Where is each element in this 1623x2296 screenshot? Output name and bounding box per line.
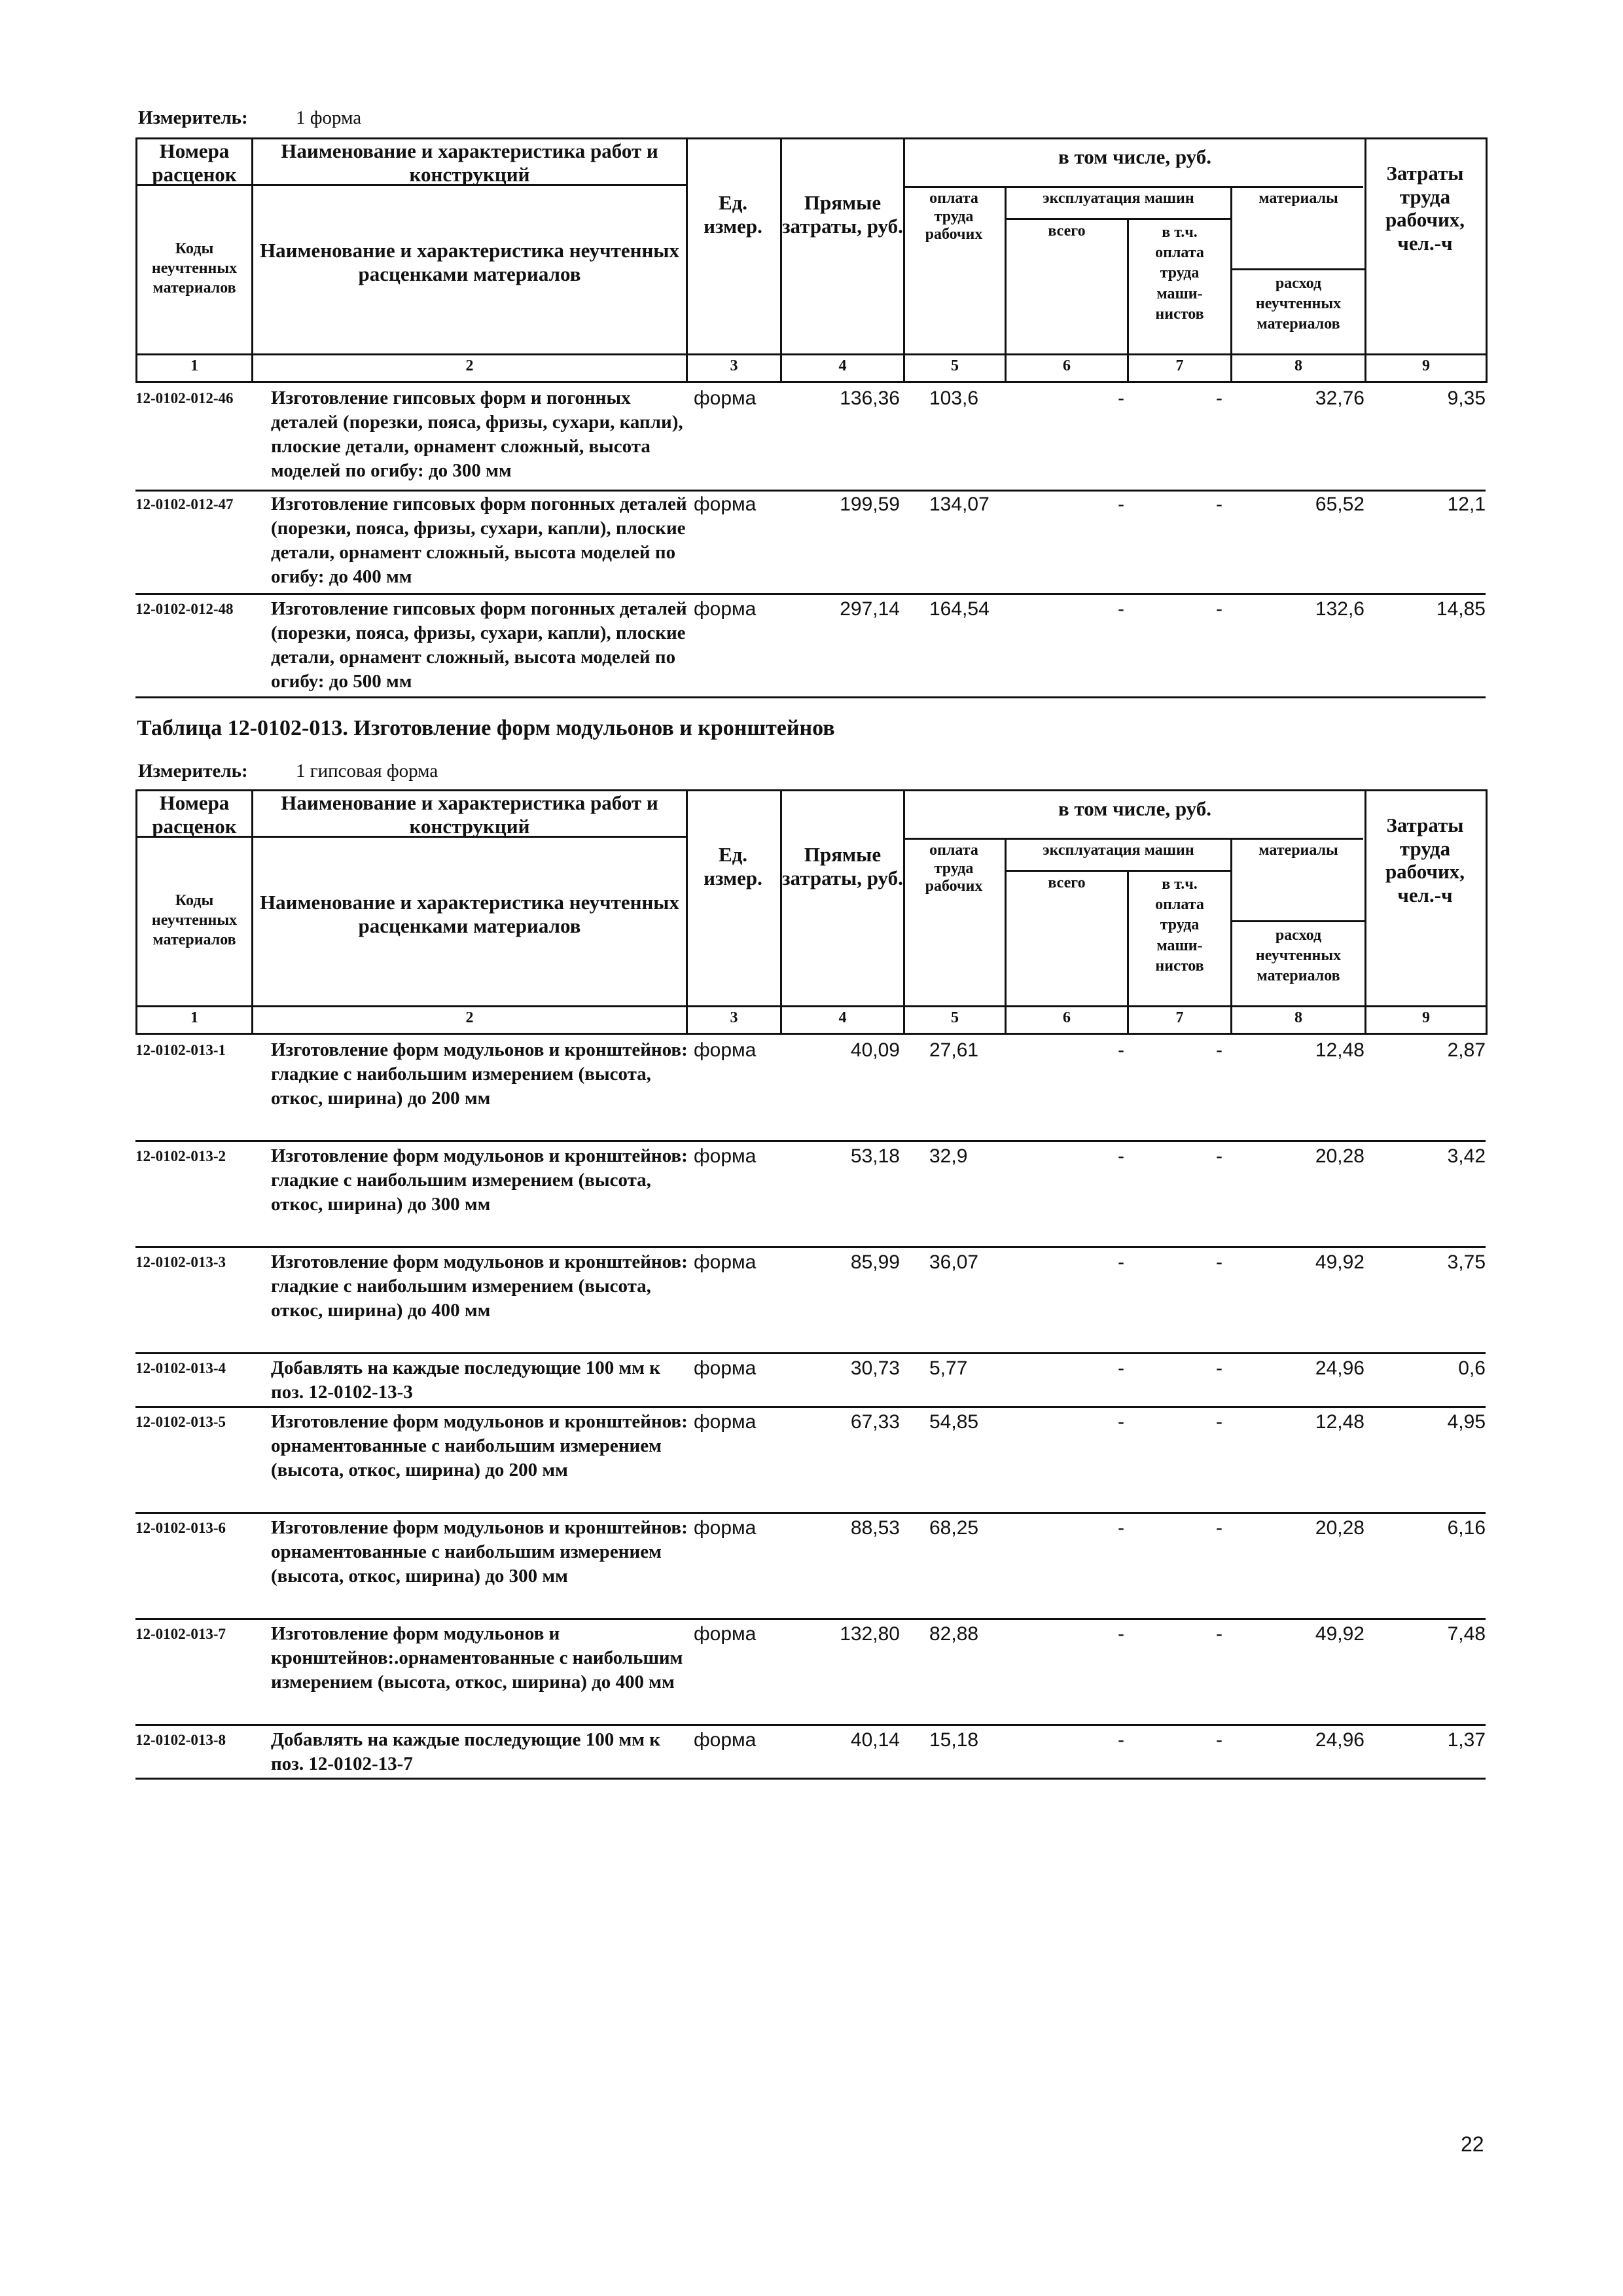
row-machines: -: [1118, 1251, 1124, 1273]
hdr-naim-rabot: Наименование и характеристика работ и конструкций: [281, 139, 658, 186]
row-machinists: -: [1216, 1039, 1222, 1061]
table2-row: [0, 1516, 1623, 1621]
row-machinists: -: [1216, 493, 1222, 515]
table2-row: [0, 1728, 1623, 1780]
row-direct-cost: 67,33: [850, 1411, 900, 1433]
row-direct-cost: 199,59: [840, 493, 900, 515]
col-number: 4: [838, 357, 847, 374]
row-machinists: -: [1216, 598, 1222, 620]
hdr-ed: Ед. измер.: [704, 191, 762, 238]
row-machines: -: [1118, 387, 1124, 409]
hdr-naim-rabot: Наименование и характеристика работ и конструкций: [281, 791, 658, 838]
row-machines: -: [1118, 1039, 1124, 1061]
col-number: 1: [190, 1009, 198, 1026]
table2-row: [0, 1038, 1623, 1143]
row-labor-pay: 68,25: [929, 1517, 979, 1539]
row-divider: [135, 593, 1486, 595]
row-direct-cost: 132,80: [840, 1623, 900, 1645]
row-description: Добавлять на каждые последующие 100 мм к поз. 12-0102-13-7: [271, 1729, 660, 1774]
row-unit: форма: [694, 1039, 757, 1061]
row-labor-hours: 12,1: [1447, 493, 1486, 515]
row-materials: 24,96: [1315, 1729, 1364, 1751]
hdr-nomera: Номера расценок: [152, 139, 237, 186]
hdr-kody: Коды неучтенных материалов: [151, 240, 238, 296]
row-code: 12-0102-013-2: [135, 1148, 226, 1164]
hdr-zatraty: Затраты труда рабочих, чел.-ч: [1385, 162, 1465, 255]
row-description: Изготовление форм модульонов и кронштейнов: орнаментованные с наибольшим измерением (высота, откос, ширина) до 200 мм: [271, 1411, 688, 1480]
row-direct-cost: 40,09: [850, 1039, 900, 1061]
row-labor-hours: 3,42: [1447, 1145, 1486, 1167]
row-description: Изготовление форм модульонов и кронштейнов: гладкие с наибольшим измерением (высота, откос, ширина) до 400 мм: [271, 1251, 688, 1321]
row-divider: [135, 1724, 1486, 1726]
row-direct-cost: 30,73: [850, 1357, 900, 1379]
row-labor-pay: 82,88: [929, 1623, 979, 1645]
hdr-rashod: расход неучтенных материалов: [1255, 275, 1342, 333]
hdr-materialy: материалы: [1258, 842, 1338, 859]
table-title: Таблица 12-0102-013. Изготовление форм модульонов и кронштейнов: [137, 716, 835, 740]
row-materials: 49,92: [1315, 1251, 1364, 1273]
row-divider: [135, 1406, 1486, 1408]
hdr-kody: Коды неучтенных материалов: [151, 892, 238, 948]
col-number: 3: [730, 1009, 738, 1026]
col-number: 3: [730, 357, 738, 374]
row-materials: 24,96: [1315, 1357, 1364, 1379]
col-number: 9: [1422, 357, 1430, 374]
col-number: 2: [465, 357, 474, 374]
row-direct-cost: 136,36: [840, 387, 900, 409]
row-labor-hours: 9,35: [1447, 387, 1486, 409]
row-divider: [135, 1140, 1486, 1142]
hdr-naim-mat: Наименование и характеристика неучтенных расценками материалов: [259, 239, 680, 285]
row-unit: форма: [694, 1251, 757, 1273]
row-machinists: -: [1216, 387, 1222, 409]
col-number: 7: [1175, 357, 1184, 374]
row-direct-cost: 297,14: [840, 598, 900, 620]
row-labor-pay: 54,85: [929, 1411, 979, 1433]
hdr-vtch: в т.ч. оплата труда маши-нистов: [1155, 876, 1204, 975]
col-number: 5: [951, 1009, 959, 1026]
row-description: Добавлять на каждые последующие 100 мм к поз. 12-0102-13-3: [271, 1357, 660, 1403]
row-code: 12-0102-013-4: [135, 1360, 226, 1376]
row-materials: 20,28: [1315, 1517, 1364, 1539]
row-labor-hours: 0,6: [1458, 1357, 1486, 1379]
row-machines: -: [1118, 1623, 1124, 1645]
col-number: 8: [1294, 357, 1302, 374]
row-labor-pay: 164,54: [929, 598, 990, 620]
table2-row: [0, 1622, 1623, 1727]
col-number: 6: [1063, 1009, 1071, 1026]
row-divider: [135, 1352, 1486, 1354]
row-code: 12-0102-013-8: [135, 1732, 226, 1748]
row-code: 12-0102-012-48: [135, 601, 234, 617]
table2-row: [0, 1356, 1623, 1408]
row-unit: форма: [694, 1357, 757, 1379]
row-code: 12-0102-012-46: [135, 390, 234, 406]
table2-row: [0, 1144, 1623, 1249]
row-description: Изготовление гипсовых форм погонных деталей (порезки, пояса, фризы, сухари, капли), плоские детали, орнамент сложный, высота моделей по огибу: до 400 мм: [271, 493, 687, 587]
row-labor-pay: 134,07: [929, 493, 990, 515]
row-labor-pay: 36,07: [929, 1251, 979, 1273]
meter-value-1: 1 форма: [296, 107, 362, 128]
row-labor-hours: 1,37: [1447, 1729, 1486, 1751]
col-number: 7: [1175, 1009, 1184, 1026]
row-labor-pay: 15,18: [929, 1729, 979, 1751]
hdr-vtch: в т.ч. оплата труда маши-нистов: [1155, 224, 1204, 323]
table2-row: [0, 1250, 1623, 1355]
table2-row: [0, 1410, 1623, 1515]
hdr-oplata: оплата труда рабочих: [925, 842, 983, 895]
hdr-ed: Ед. измер.: [704, 843, 762, 889]
col-number: 6: [1063, 357, 1071, 374]
row-materials: 20,28: [1315, 1145, 1364, 1167]
row-machinists: -: [1216, 1517, 1222, 1539]
hdr-vsego: всего: [1048, 874, 1086, 891]
row-materials: 32,76: [1315, 387, 1364, 409]
hdr-ekspl: эксплуатация машин: [1043, 190, 1194, 207]
row-direct-cost: 85,99: [850, 1251, 900, 1273]
row-labor-hours: 3,75: [1447, 1251, 1486, 1273]
row-description: Изготовление форм модульонов и кронштейнов: орнаментованные с наибольшим измерением (высота, откос, ширина) до 300 мм: [271, 1517, 688, 1587]
hdr-rashod: расход неучтенных материалов: [1255, 927, 1342, 985]
row-machines: -: [1118, 1729, 1124, 1751]
hdr-oplata: оплата труда рабочих: [925, 190, 983, 243]
row-machinists: -: [1216, 1623, 1222, 1645]
row-labor-hours: 6,16: [1447, 1517, 1486, 1539]
row-labor-hours: 4,95: [1447, 1411, 1486, 1433]
row-machinists: -: [1216, 1411, 1222, 1433]
hdr-materialy: материалы: [1258, 190, 1338, 207]
row-labor-hours: 2,87: [1447, 1039, 1486, 1061]
row-unit: форма: [694, 1517, 757, 1539]
row-machinists: -: [1216, 1729, 1222, 1751]
row-labor-pay: 5,77: [929, 1357, 968, 1379]
hdr-zatraty: Затраты труда рабочих, чел.-ч: [1385, 814, 1465, 906]
table1-header: [0, 0, 1623, 393]
row-divider: [135, 1618, 1486, 1620]
row-labor-hours: 7,48: [1447, 1623, 1486, 1645]
hdr-vsego: всего: [1048, 223, 1086, 240]
row-description: Изготовление гипсовых форм погонных деталей (порезки, пояса, фризы, сухари, капли), плоские детали, орнамент сложный, высота моделей по огибу: до 500 мм: [271, 598, 687, 692]
meter-label-2: Измеритель:: [138, 761, 248, 781]
row-divider: [135, 1778, 1486, 1780]
row-materials: 49,92: [1315, 1623, 1364, 1645]
row-machinists: -: [1216, 1357, 1222, 1379]
row-machinists: -: [1216, 1145, 1222, 1167]
row-unit: форма: [694, 1411, 757, 1433]
col-number: 1: [190, 357, 198, 374]
hdr-v-tom: в том числе, руб.: [1058, 797, 1211, 820]
row-unit: форма: [694, 493, 757, 515]
row-code: 12-0102-013-3: [135, 1254, 226, 1270]
row-code: 12-0102-013-6: [135, 1520, 226, 1536]
col-number: 5: [951, 357, 959, 374]
row-unit: форма: [694, 1729, 757, 1751]
row-materials: 65,52: [1315, 493, 1364, 515]
col-number: 4: [838, 1009, 847, 1026]
row-description: Изготовление форм модульонов и кронштейнов: гладкие с наибольшим измерением (высота, откос, ширина) до 200 мм: [271, 1039, 688, 1109]
row-direct-cost: 88,53: [850, 1517, 900, 1539]
row-direct-cost: 53,18: [850, 1145, 900, 1167]
row-machines: -: [1118, 493, 1124, 515]
hdr-naim-mat: Наименование и характеристика неучтенных расценками материалов: [259, 891, 680, 937]
page-number: 22: [1461, 2132, 1484, 2156]
row-description: Изготовление форм модульонов и кронштейнов:.орнаментованные с наибольшим измерением (высота, откос, ширина) до 400 мм: [271, 1623, 683, 1693]
row-machines: -: [1118, 1145, 1124, 1167]
col-number: 8: [1294, 1009, 1302, 1026]
row-machines: -: [1118, 1411, 1124, 1433]
table1-row: [0, 386, 1623, 491]
row-unit: форма: [694, 1623, 757, 1645]
row-machinists: -: [1216, 1251, 1222, 1273]
row-divider: [135, 1512, 1486, 1514]
row-unit: форма: [694, 1145, 757, 1167]
row-description: Изготовление форм модульонов и кронштейнов: гладкие с наибольшим измерением (высота, откос, ширина) до 300 мм: [271, 1145, 688, 1215]
row-divider: [135, 1246, 1486, 1248]
row-unit: форма: [694, 598, 757, 620]
hdr-ekspl: эксплуатация машин: [1043, 842, 1194, 859]
row-machines: -: [1118, 1357, 1124, 1379]
row-description: Изготовление гипсовых форм и погонных деталей (порезки, пояса, фризы, сухари, капли), плоские детали, орнамент сложный, высота моделей по огибу: до 300 мм: [271, 387, 683, 481]
table2-header: [0, 652, 1623, 1045]
meter-label-1: Измеритель:: [138, 107, 248, 128]
row-machines: -: [1118, 1517, 1124, 1539]
row-labor-pay: 103,6: [929, 387, 979, 409]
hdr-pryamye: Прямые затраты, руб.: [782, 191, 903, 238]
row-machines: -: [1118, 598, 1124, 620]
row-direct-cost: 40,14: [850, 1729, 900, 1751]
row-materials: 12,48: [1315, 1039, 1364, 1061]
row-labor-pay: 32,9: [929, 1145, 968, 1167]
meter-value-2: 1 гипсовая форма: [296, 761, 438, 781]
row-materials: 12,48: [1315, 1411, 1364, 1433]
row-code: 12-0102-012-47: [135, 496, 234, 512]
row-labor-pay: 27,61: [929, 1039, 979, 1061]
row-divider: [135, 490, 1486, 492]
row-unit: форма: [694, 387, 757, 409]
col-number: 9: [1422, 1009, 1430, 1026]
hdr-v-tom: в том числе, руб.: [1058, 145, 1211, 168]
row-materials: 132,6: [1315, 598, 1364, 620]
hdr-pryamye: Прямые затраты, руб.: [782, 843, 903, 889]
table1-row: [0, 492, 1623, 597]
col-number: 2: [465, 1009, 474, 1026]
row-code: 12-0102-013-1: [135, 1042, 226, 1058]
row-code: 12-0102-013-5: [135, 1414, 226, 1430]
row-labor-hours: 14,85: [1436, 598, 1486, 620]
hdr-nomera: Номера расценок: [152, 791, 237, 838]
row-code: 12-0102-013-7: [135, 1626, 226, 1642]
